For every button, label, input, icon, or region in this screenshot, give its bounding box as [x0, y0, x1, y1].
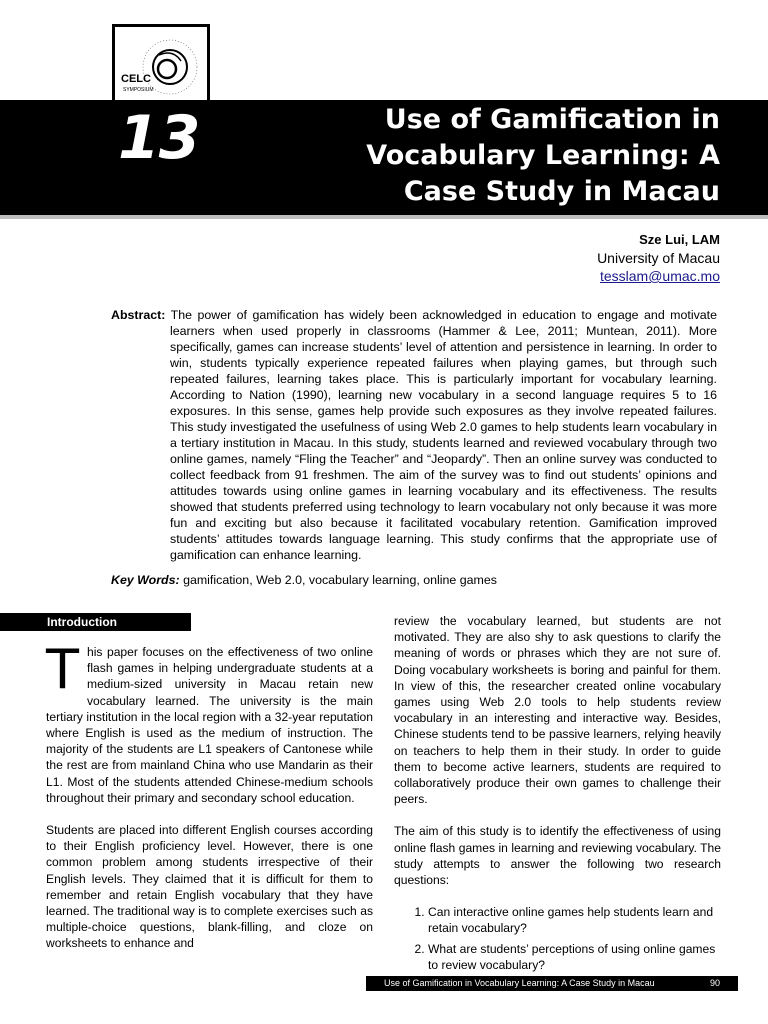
- paragraph-3: review the vocabulary learned, but students are not motivated. They are also shy to ask questions to clarify the meaning of words or phrases which they are not sure of. Doing vocabulary worksheets is boring and painful for them. In view of this, the researcher created online vocabulary games using Web 2.0 tools to help students review vocabulary in an interesting and interactive way. Besides, Chinese students tend to be passive learners, relying heavily on teachers to help them in their study. In order to guide them to become active learners, students are required to collaboratively produce their own games to challenge their peers.: [394, 614, 721, 807]
- keywords-label: Key Words:: [111, 573, 180, 587]
- abstract-text: The power of gamification has widely been acknowledged in education to engage and motivate learners when used properly in classrooms (Hammer & Lee, 2011; Muntean, 2011). More specifically, games can increase students’ level of attention and persistence in learning. In order to win, students typically experience repeated failures when playing games, but through such repeated failures, learning takes place. This is particularly important for vocabulary learning. According to Nation (1990), learning new vocabulary in a second language requires 5 to 16 exposures. In this sense, games help provide such exposures as they involve repeated failures. This study investigated the usefulness of using Web 2.0 games to help students learn vocabulary in a tertiary institution in Macau. In this study, students learned and reviewed vocabulary through two online games, namely “Fling the Teacher” and “Jeopardy”. Then an online survey was conducted to collect feedback from 91 freshmen. The aim of the survey was to find out students’ opinions and attitudes towards using online games in learning vocabulary and its effectiveness. The results showed that students preferred using technology to learn vocabulary not only because it was more fun and exciting but also because it facilitated vocabulary retention. Gamification improved students’ attitudes towards language learning. This study confirms that the appropriate use of gamification can enhance learning.: [170, 308, 718, 562]
- page-number: 90: [709, 978, 720, 988]
- research-questions: [394, 904, 721, 973]
- page-footer: [366, 976, 738, 991]
- abstract: [111, 307, 717, 563]
- author-email-link[interactable]: tesslam@umac.mo: [599, 268, 720, 284]
- abstract-label: Abstract:: [111, 308, 166, 322]
- paragraph-1: This paper focuses on the effectiveness of two online flash games in helping undergraduate students at a medium-sized university in Macau retain new vocabulary learned. The university is the main tertiary institution in the local region with a 32-year reputation where English is used as the medium of instruction. The majority of the students are L1 speakers of Cantonese while the rest are from mainland China who use Mandarin as their L1. Most of the students attended Chinese-medium schools throughout their primary and secondary school education.: [46, 638, 373, 805]
- research-question: 2. What are students’ perceptions of using online games to review vocabulary?: [428, 941, 721, 973]
- paper-title: Use of Gamification in Vocabulary Learning: A Case Study in Macau: [366, 104, 720, 207]
- banner-shadow: [0, 215, 768, 219]
- section-heading: Introduction: [47, 615, 117, 629]
- logo-subtext: SYMPOSIUM: [123, 87, 154, 93]
- left-column: [46, 638, 373, 968]
- footer-title: Use of Gamification in Vocabulary Learning: A Case Study in Macau: [384, 978, 655, 988]
- author-name: Sze Lui, LAM: [639, 232, 720, 247]
- paragraph-4: The aim of this study is to identify the effectiveness of using online flash games in learning and reviewing vocabulary. The study attempts to answer the following two research questions:: [394, 824, 721, 888]
- author-block: [597, 231, 720, 285]
- paragraph-2: Students are placed into different English courses according to their English proficiency level. However, there is one common problem among students irrespective of their English levels. They claimed that it is difficult for them to remember and retain English vocabulary that they have learned. The traditional way is to complete exercises such as multiple-choice questions, blank-filling, and cloze on worksheets to enhance and: [46, 823, 373, 951]
- logo-text: CELC: [121, 73, 151, 85]
- research-question: 1. Can interactive online games help students learn and retain vocabulary?: [428, 904, 721, 936]
- section-heading-bar: [0, 613, 191, 631]
- right-column: [394, 613, 721, 977]
- celc-logo: [112, 24, 210, 100]
- chapter-number: 13: [118, 103, 200, 173]
- author-affiliation: University of Macau: [597, 250, 720, 266]
- keywords-text: gamification, Web 2.0, vocabulary learning, online games: [183, 573, 497, 587]
- keywords: [111, 573, 497, 587]
- drop-cap: T: [46, 638, 79, 701]
